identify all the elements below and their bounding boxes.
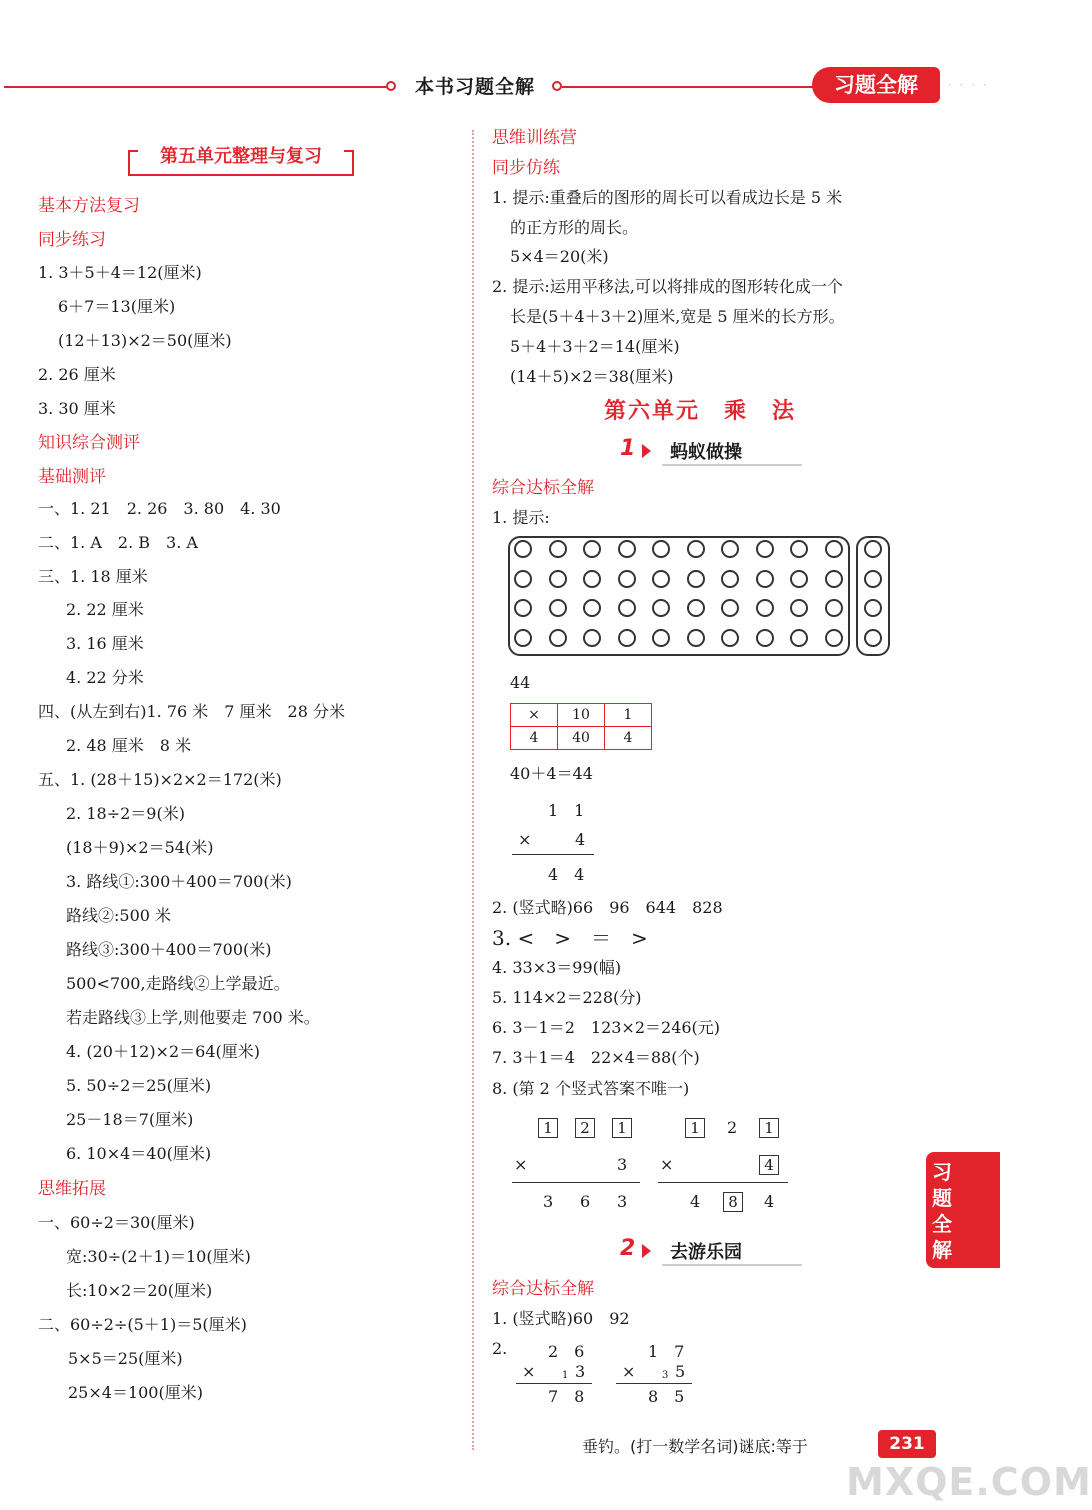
dot-circle — [790, 629, 808, 647]
dot-circle — [790, 570, 808, 588]
header-rule-right — [562, 86, 814, 88]
section-heading: 同步练习 — [38, 230, 106, 250]
answer-line: 4. 33×3＝99(幅) — [492, 958, 622, 977]
answer-line: 2. (竖式略)66 96 644 828 — [492, 898, 723, 917]
answer-line: 6. 3－1＝2 123×2＝246(元) — [492, 1018, 721, 1037]
result-digit: 3 — [617, 1192, 628, 1211]
boxed-digit: 1 — [612, 1118, 632, 1138]
answer-line: 一、1. 21 2. 26 3. 80 4. 30 — [38, 499, 281, 518]
dot-circle — [790, 540, 808, 558]
dot-circle — [583, 629, 601, 647]
carry-digit: 3 — [662, 1370, 669, 1381]
answer-line: 5×5＝25(厘米) — [68, 1349, 183, 1368]
dot-circle — [652, 570, 670, 588]
section-heading: 知识综合测评 — [38, 433, 140, 453]
answer-line: 5. 50÷2＝25(厘米) — [66, 1076, 212, 1095]
arrow-right-icon — [642, 444, 651, 458]
boxed-digit: 4 — [759, 1155, 779, 1175]
header-title: 本书习题全解 — [414, 76, 535, 98]
dot-circle — [687, 570, 705, 588]
dot-circle — [864, 570, 882, 588]
dot-circle — [721, 540, 739, 558]
table-cell: 40 — [558, 727, 605, 750]
boxed-digit: 1 — [538, 1118, 558, 1138]
footer-riddle: 垂钓。(打一数学名词)谜底:等于 — [582, 1437, 808, 1456]
dot-circle — [825, 540, 843, 558]
section-heading: 综合达标全解 — [492, 478, 594, 498]
answer-line: 长是(5＋4＋3＋2)厘米,宽是 5 厘米的长方形。 — [510, 307, 845, 326]
answer-line: (18＋9)×2＝54(米) — [66, 838, 214, 857]
dot-circle — [756, 570, 774, 588]
boxed-digit: 8 — [723, 1192, 743, 1212]
dot-circle — [687, 629, 705, 647]
lesson-name: 去游乐园 — [670, 1242, 742, 1263]
answer-line: 2. 26 厘米 — [38, 365, 116, 384]
answer-line: 1. 提示:重叠后的图形的周长可以看成边长是 5 米 — [492, 188, 843, 207]
answer-line: 1. 3＋5＋4＝12(厘米) — [38, 263, 202, 282]
section-heading: 同步仿练 — [492, 158, 560, 178]
dot-circle — [721, 570, 739, 588]
lesson-name: 蚂蚁做操 — [670, 442, 742, 463]
dot-circle — [514, 629, 532, 647]
header-decoration: · · · · — [948, 78, 989, 92]
dot-circle — [687, 540, 705, 558]
vertical-calc-result: 7 8 — [548, 1387, 585, 1406]
vertical-calc-multiplier: 3 — [617, 1155, 628, 1174]
dot-circle — [514, 570, 532, 588]
vertical-calc-rule — [512, 1182, 640, 1183]
dot-circle — [514, 599, 532, 617]
answer-line: 2. — [492, 1339, 508, 1358]
vertical-calc-multiplier: 3 — [575, 1362, 586, 1381]
vertical-calc-rule — [658, 1182, 788, 1183]
vertical-calc-operator: × — [660, 1155, 674, 1174]
table-cell: 1 — [605, 704, 652, 727]
dot-circle — [756, 629, 774, 647]
answer-line: (14＋5)×2＝38(厘米) — [510, 367, 674, 386]
answer-line: 4. (20＋12)×2＝64(厘米) — [66, 1042, 260, 1061]
answer-line: 5×4＝20(米) — [510, 247, 609, 266]
answer-line: 25－18＝7(厘米) — [66, 1110, 194, 1129]
answer-line: 44 — [510, 673, 531, 692]
vertical-calc-top: 1 1 — [548, 801, 585, 820]
dot-circle — [756, 599, 774, 617]
answer-line: 2. 18÷2＝9(米) — [66, 804, 185, 823]
answer-line: 6＋7＝13(厘米) — [58, 297, 176, 316]
answer-line: 路线②:500 米 — [66, 906, 172, 925]
dot-circle — [825, 629, 843, 647]
vertical-calc-multiplier: 5 — [675, 1362, 686, 1381]
vertical-calc-digit: 2 — [727, 1118, 738, 1137]
answer-line: 6. 10×4＝40(厘米) — [66, 1144, 212, 1163]
vertical-calc-result: 8 5 — [648, 1387, 685, 1406]
answer-line: 4. 22 分米 — [66, 668, 144, 687]
section-heading: 基本方法复习 — [38, 196, 140, 216]
answer-line: 的正方形的周长。 — [510, 218, 639, 237]
dot-circle — [583, 540, 601, 558]
table-cell: × — [511, 704, 558, 727]
lesson-number: 1 — [620, 436, 636, 461]
vertical-calc-operator: × — [622, 1362, 636, 1381]
column-divider — [472, 130, 474, 1450]
answer-line: 二、60÷2÷(5＋1)＝5(厘米) — [38, 1315, 247, 1334]
answer-line: 7. 3＋1＝4 22×4＝88(个) — [492, 1048, 700, 1067]
dot-circle — [756, 540, 774, 558]
dot-circle — [549, 599, 567, 617]
dot-circle — [790, 599, 808, 617]
lesson-heading — [620, 1236, 800, 1266]
vertical-calc-operator: × — [522, 1362, 536, 1381]
answer-line: 宽:30÷(2＋1)＝10(厘米) — [66, 1247, 251, 1266]
answer-line: 8. (第 2 个竖式答案不唯一) — [492, 1079, 690, 1098]
section-heading: 思维拓展 — [38, 1179, 106, 1199]
answer-line: 25×4＝100(厘米) — [68, 1383, 203, 1402]
answer-line: 一、60÷2＝30(厘米) — [38, 1213, 195, 1232]
unit-title: 第五单元整理与复习 — [128, 142, 354, 176]
answer-line: 三、1. 18 厘米 — [38, 567, 148, 586]
vertical-calc-operator: × — [518, 830, 532, 849]
dot-circle — [583, 570, 601, 588]
table-cell: 4 — [511, 727, 558, 750]
answer-line: 2. 48 厘米 8 米 — [66, 736, 192, 755]
answer-line: 二、1. A 2. B 3. A — [38, 533, 198, 552]
dot-circle — [549, 629, 567, 647]
side-tab-char: 全 — [932, 1212, 952, 1236]
answer-line: 40＋4＝44 — [510, 764, 593, 783]
dot-circle — [618, 599, 636, 617]
answer-line: 若走路线③上学,则他要走 700 米。 — [66, 1008, 320, 1027]
vertical-calc-result: 4 4 — [548, 865, 585, 884]
result-digit: 4 — [690, 1192, 701, 1211]
header-rule-left — [4, 86, 388, 88]
multiplication-table — [510, 703, 652, 750]
answer-line: 长:10×2＝20(厘米) — [66, 1281, 213, 1300]
dot-circle — [864, 540, 882, 558]
arrow-right-icon — [642, 1244, 651, 1258]
boxed-digit: 1 — [685, 1118, 705, 1138]
side-tab — [926, 1152, 1000, 1268]
dot-circle — [825, 599, 843, 617]
side-tab-char: 习 — [932, 1160, 952, 1184]
vertical-calc-top: 1 7 — [648, 1342, 685, 1361]
dot-circle — [721, 629, 739, 647]
section-heading: 基础测评 — [38, 467, 106, 487]
result-digit: 3 — [543, 1192, 554, 1211]
dot-circle — [864, 599, 882, 617]
answer-line: 5. 114×2＝228(分) — [492, 988, 642, 1007]
header-dot-right — [552, 81, 562, 91]
section-heading: 综合达标全解 — [492, 1279, 594, 1299]
answer-line: 1. (竖式略)60 92 — [492, 1309, 630, 1328]
lesson-number: 2 — [620, 1236, 636, 1261]
answer-line: 3. < > ＝ > — [492, 926, 648, 950]
answer-line: 3. 路线①:300＋400＝700(米) — [66, 872, 292, 891]
answer-line: 五、1. (28＋15)×2×2＝172(米) — [38, 770, 282, 789]
boxed-digit: 1 — [759, 1118, 779, 1138]
table-cell: 4 — [605, 727, 652, 750]
dot-circle — [652, 629, 670, 647]
watermark: MXQE.COM — [846, 1460, 1092, 1504]
answer-line: 1. 提示: — [492, 508, 550, 527]
answer-line: 路线③:300＋400＝700(米) — [66, 940, 272, 959]
page-number: 231 — [878, 1430, 936, 1458]
dot-circle — [687, 599, 705, 617]
section-heading: 思维训练营 — [492, 128, 577, 148]
dot-circle — [825, 570, 843, 588]
answer-line: (12＋13)×2＝50(厘米) — [58, 331, 232, 350]
dot-circle — [652, 599, 670, 617]
answer-line: 3. 30 厘米 — [38, 399, 116, 418]
result-digit: 6 — [580, 1192, 591, 1211]
dot-circle — [721, 599, 739, 617]
answer-line: 四、(从左到右)1. 76 米 7 厘米 28 分米 — [38, 702, 345, 721]
dot-circle — [549, 540, 567, 558]
side-tab-char: 题 — [932, 1186, 952, 1210]
side-tab-char: 解 — [932, 1238, 952, 1262]
answer-line: 3. 16 厘米 — [66, 634, 144, 653]
header-badge: 习题全解 — [812, 67, 940, 103]
dot-circle — [618, 629, 636, 647]
answer-line: 2. 提示:运用平移法,可以将排成的图形转化成一个 — [492, 277, 843, 296]
table-cell: 10 — [558, 704, 605, 727]
dot-circle — [864, 629, 882, 647]
lesson-heading — [620, 436, 800, 466]
dot-circle — [618, 540, 636, 558]
dot-circle — [583, 599, 601, 617]
boxed-digit: 2 — [575, 1118, 595, 1138]
lesson-underline — [662, 464, 802, 466]
vertical-calc-operator: × — [514, 1155, 528, 1174]
lesson-underline — [662, 1264, 802, 1266]
result-digit: 4 — [764, 1192, 775, 1211]
answer-line: 5＋4＋3＋2＝14(厘米) — [510, 337, 680, 356]
header-dot-left — [386, 81, 396, 91]
answer-line: 2. 22 厘米 — [66, 600, 144, 619]
dot-circle — [549, 570, 567, 588]
vertical-calc-multiplier: 4 — [575, 830, 586, 849]
answer-line: 500<700,走路线②上学最近。 — [66, 974, 290, 993]
dot-circle — [514, 540, 532, 558]
dot-circle — [652, 540, 670, 558]
carry-digit: 1 — [562, 1370, 569, 1381]
vertical-calc-rule — [512, 854, 594, 855]
chapter-title: 第六单元 乘 法 — [603, 399, 796, 424]
vertical-calc-top: 2 6 — [548, 1342, 585, 1361]
dot-circle — [618, 570, 636, 588]
